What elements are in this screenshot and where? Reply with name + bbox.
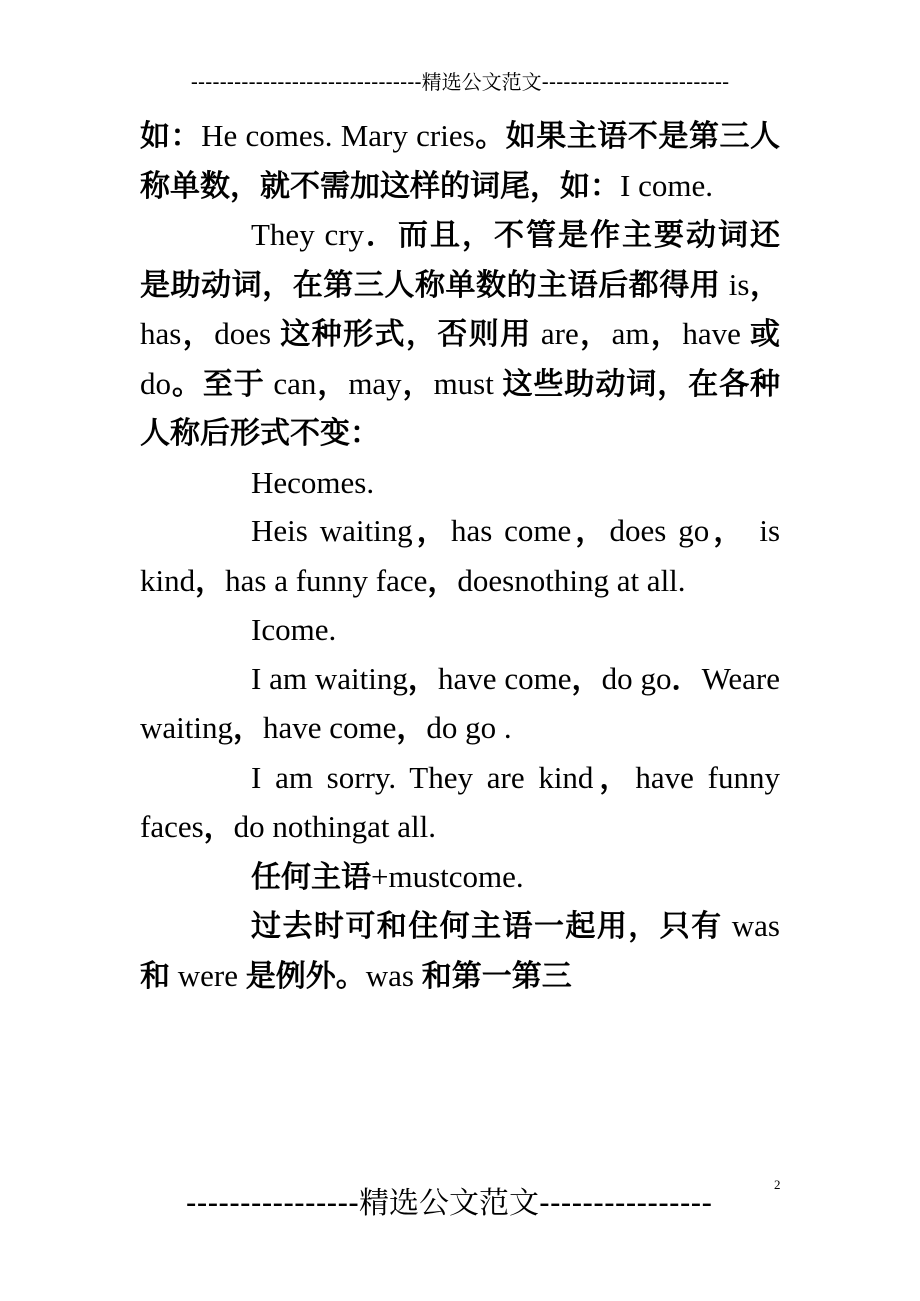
paragraph-3: Hecomes. <box>251 464 375 500</box>
page-header: --------------------------------精选公文范文-------------------------- <box>190 70 730 94</box>
paragraph-2: They cry．而且，不管是作主要动词还是助动词，在第三人称单数的主语后都得用 is，has，does 这种形式，否则用 are，am，have 或 do。至于 can，may，must 这些助动词，在各种人称后形式不变： <box>140 217 781 451</box>
paragraph-9: 过去时可和住何主语一起用，只有 was 和 were 是例外。was 和第一第三 <box>140 908 780 994</box>
page-number: 2 <box>774 1177 781 1192</box>
paragraph-5: Icome. <box>251 612 337 647</box>
paragraph-4: Heis waiting，has come，does go， is kind，has a funny face，doesnothing at all. <box>140 513 781 599</box>
paragraph-8: 任何主语+mustcome. <box>251 858 524 895</box>
page-footer: ----------------精选公文范文---------------- <box>185 1186 713 1221</box>
paragraph-6: I am waiting，have come，do go．Weare waiting，have come，do go . <box>140 660 781 746</box>
document-body <box>140 112 780 1001</box>
paragraph-1: 如：He comes. Mary cries。如果主语不是第三人称单数，就不需加这样的词尾，如：I come. <box>140 118 781 204</box>
paragraph-7: I am sorry. They are kind，have funny faces，do nothingat all. <box>140 759 781 845</box>
